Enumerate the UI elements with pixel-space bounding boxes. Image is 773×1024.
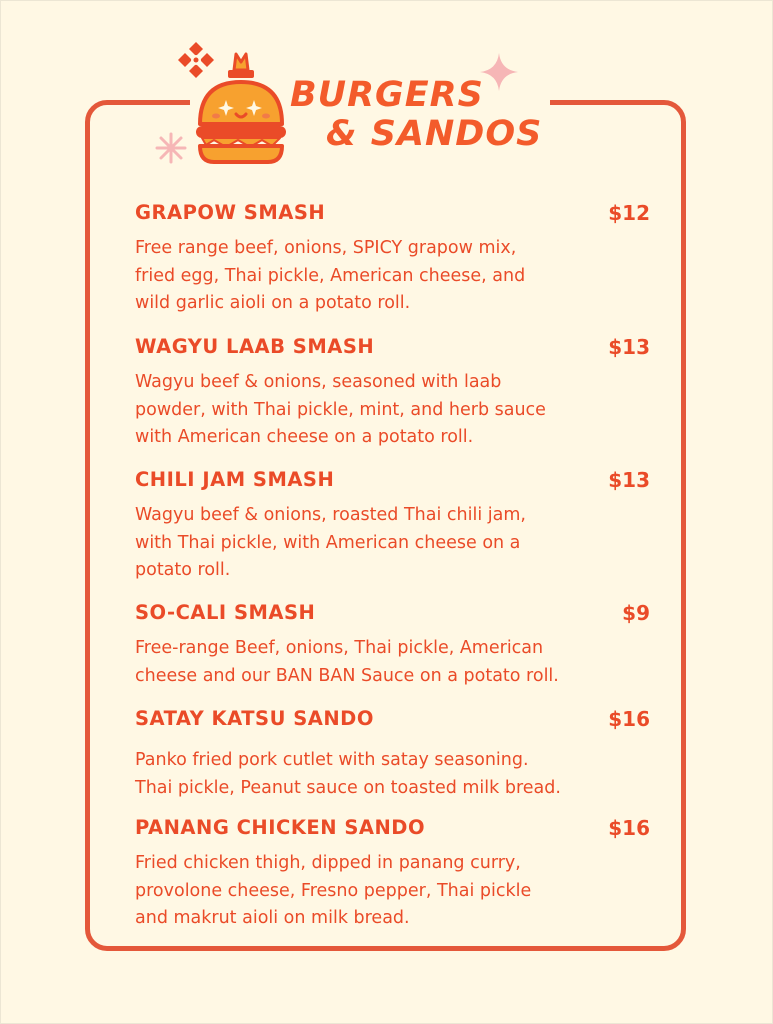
menu-item-name: CHILI JAM SMASH (135, 468, 335, 491)
burger-mascot-icon (192, 50, 290, 168)
menu-item-so-cali-smash (135, 601, 650, 690)
menu-title-line1: BURGERS (290, 75, 484, 115)
menu-item-description: Panko fried pork cutlet with satay seasoning. Thai pickle, Peanut sauce on toasted milk bread. (135, 750, 561, 798)
menu-title-line2: & SANDOS (326, 114, 543, 154)
asterisk-sparkle-icon (154, 131, 188, 165)
menu-item-description: Free range beef, onions, SPICY grapow mix, fried egg, Thai pickle, American cheese, and wild garlic aioli on a potato roll. (135, 238, 526, 313)
menu-title (290, 75, 543, 154)
menu-item-price: $12 (608, 201, 650, 225)
menu-item-description: Fried chicken thigh, dipped in panang curry, provolone cheese, Fresno pepper, Thai pickle and makrut aioli on milk bread. (135, 853, 532, 928)
menu-item-panang-chicken-sando (135, 816, 650, 933)
menu-item-description: Wagyu beef & onions, seasoned with laab powder, with Thai pickle, mint, and herb sauce with American cheese on a potato roll. (135, 372, 546, 447)
menu-item-name: PANANG CHICKEN SANDO (135, 816, 426, 839)
menu-item-grapow-smash (135, 201, 650, 318)
menu-item-wagyu-laab-smash (135, 335, 650, 452)
menu-item-description: Wagyu beef & onions, roasted Thai chili jam, with Thai pickle, with American cheese on a potato roll. (135, 505, 526, 580)
menu-item-price: $16 (608, 816, 650, 840)
menu-item-chili-jam-smash (135, 468, 650, 585)
menu-item-satay-katsu-sando (135, 707, 650, 802)
menu-item-name: SATAY KATSU SANDO (135, 707, 374, 730)
menu-item-name: GRAPOW SMASH (135, 201, 326, 224)
menu-item-price: $13 (608, 468, 650, 492)
menu-item-name: SO-CALI SMASH (135, 601, 316, 624)
menu-item-price: $13 (608, 335, 650, 359)
menu-item-description: Free-range Beef, onions, Thai pickle, American cheese and our BAN BAN Sauce on a potato roll. (135, 638, 559, 686)
menu-item-price: $9 (622, 601, 650, 625)
menu-item-name: WAGYU LAAB SMASH (135, 335, 375, 358)
menu-item-price: $16 (608, 707, 650, 731)
